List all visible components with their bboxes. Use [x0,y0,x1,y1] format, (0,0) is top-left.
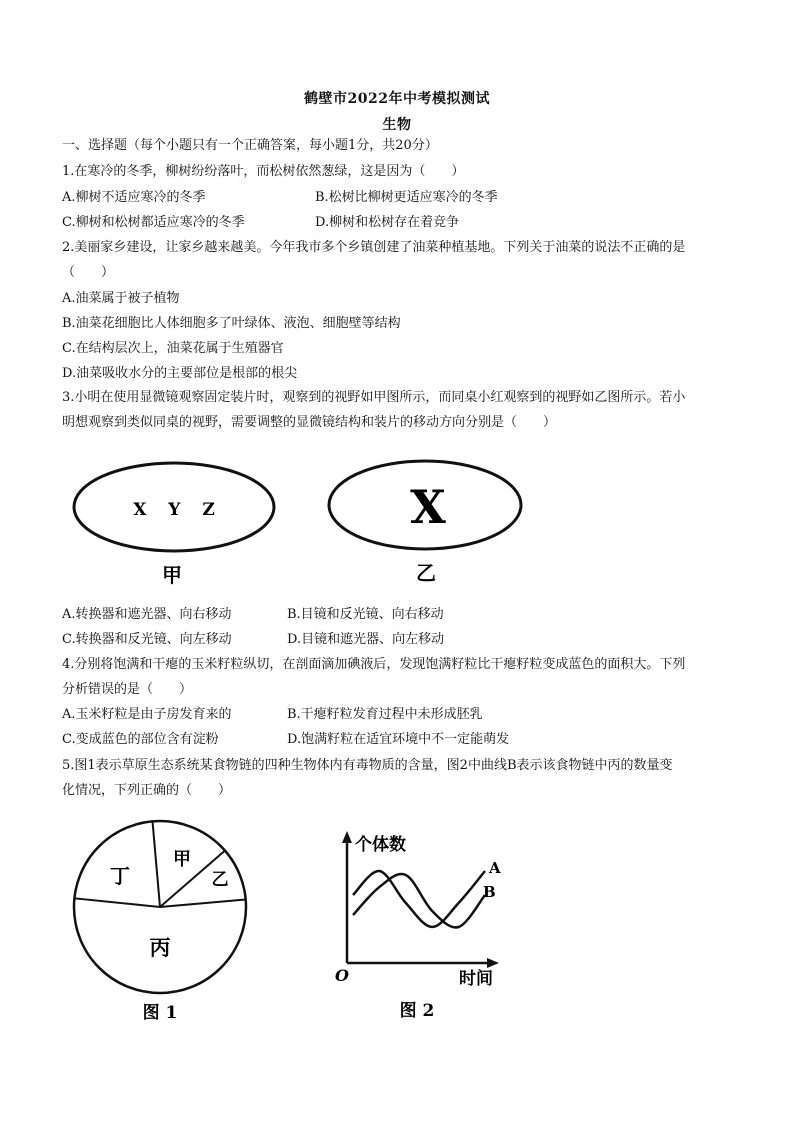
pie-slice-boundary-丙 [160,900,246,907]
q3-stem-line2: 明想观察到类似同桌的视野，需要调整的显微镜结构和装片的移动方向分别是（ ） [62,415,557,430]
q5-stem-line2: 化情况，下列正确的（ ） [62,783,232,798]
pie-label-yi: 乙 [211,870,229,890]
fig1-pie-chart [60,815,260,1030]
q2-stem-line1: 2.美丽家乡建设，让家乡越来越美。今年我市多个乡镇创建了油菜种植基地。下列关于油菜的说法不正确的是 [62,240,686,255]
fig-jia-letters: X Y Z [133,500,223,520]
subject-title: 生物 [382,117,412,133]
q2-option-c: C.在结构层次上，油菜花属于生殖器官 [62,341,284,356]
q5-stem-line1: 5.图1表示草原生态系统某食物链的四种生物体内有毒物质的含量，图2中曲线B表示该食物链中丙的数量变 [62,758,673,773]
q3-option-d: D.目镜和遮光器、向左移动 [287,632,445,647]
x-axis-arrow [487,958,499,968]
fig-jia-label: 甲 [162,563,182,587]
q1-stem: 1.在寒冷的冬季，柳树纷纷落叶，而松树依然葱绿，这是因为（ ） [62,164,465,179]
q1-option-b: B.松树比柳树更适应寒冷的冬季 [315,190,498,205]
fig2-curves [353,871,485,928]
q3-option-a: A.转换器和遮光器、向右移动 [62,607,232,622]
fig2-line-chart [325,825,515,1025]
fig2-caption: 图 2 [399,1001,435,1021]
curve-a-label: A [489,859,501,877]
x-axis-label: 时间 [459,969,493,989]
pie-label-bing: 丙 [149,935,171,960]
q3-option-b: B.目镜和反光镜、向右移动 [287,607,444,622]
q4-stem-line1: 4.分别将饱满和干瘪的玉米籽粒纵切，在剖面滴加碘液后，发现饱满籽粒比干瘪籽粒变成蓝色的面积大。下列 [62,657,686,672]
q3-stem-line1: 3.小明在使用显微镜观察固定装片时，观察到的视野如甲图所示，而同桌小红观察到的视野如乙图所示。若小 [62,390,686,405]
fig-yi-letter: X [410,480,446,534]
q1-option-d: D.柳树和松树存在着竞争 [315,215,460,230]
pie-label-ding: 丁 [110,864,130,888]
y-axis-arrow [342,831,352,843]
fig-yi-label: 乙 [416,561,436,585]
q2-stem-line2: （ ） [62,265,115,280]
curve-a [353,871,485,927]
q4-option-b: B.干瘪籽粒发育过程中未形成胚乳 [287,707,483,722]
origin-label: O [335,966,349,985]
q4-stem-line2: 分析错误的是（ ） [62,682,193,697]
q3-option-c: C.转换器和反光镜、向左移动 [62,632,232,647]
y-axis-label: 个体数 [355,835,406,855]
pie-slice-boundary-甲 [153,821,160,907]
q2-option-d: D.油菜吸收水分的主要部位是根部的根尖 [62,366,298,381]
q2-option-b: B.油菜花细胞比人体细胞多了叶绿体、液泡、细胞壁等结构 [62,316,401,331]
pie-slice-boundary-丁 [74,898,160,907]
q4-option-d: D.饱满籽粒在适宜环境中不一定能萌发 [287,732,510,747]
exam-title: 鹤壁市2022年中考模拟测试 [304,91,490,107]
q2-option-a: A.油菜属于被子植物 [62,291,180,306]
fig1-caption: 图 1 [142,1003,178,1023]
section-heading: 一、选择题（每个小题只有一个正确答案，每小题1分，共20分） [62,138,438,153]
pie-slices [74,821,245,907]
curve-b-label: B [483,883,496,901]
q4-option-a: A.玉米籽粒是由子房发育来的 [62,707,232,722]
pie-label-jia: 甲 [173,849,191,870]
q3-microscope-figures [70,455,550,595]
q1-option-c: C.柳树和松树都适应寒冷的冬季 [62,215,245,230]
q1-option-a: A.柳树不适应寒冷的冬季 [62,190,206,205]
q4-option-c: C.变成蓝色的部位含有淀粉 [62,732,219,747]
